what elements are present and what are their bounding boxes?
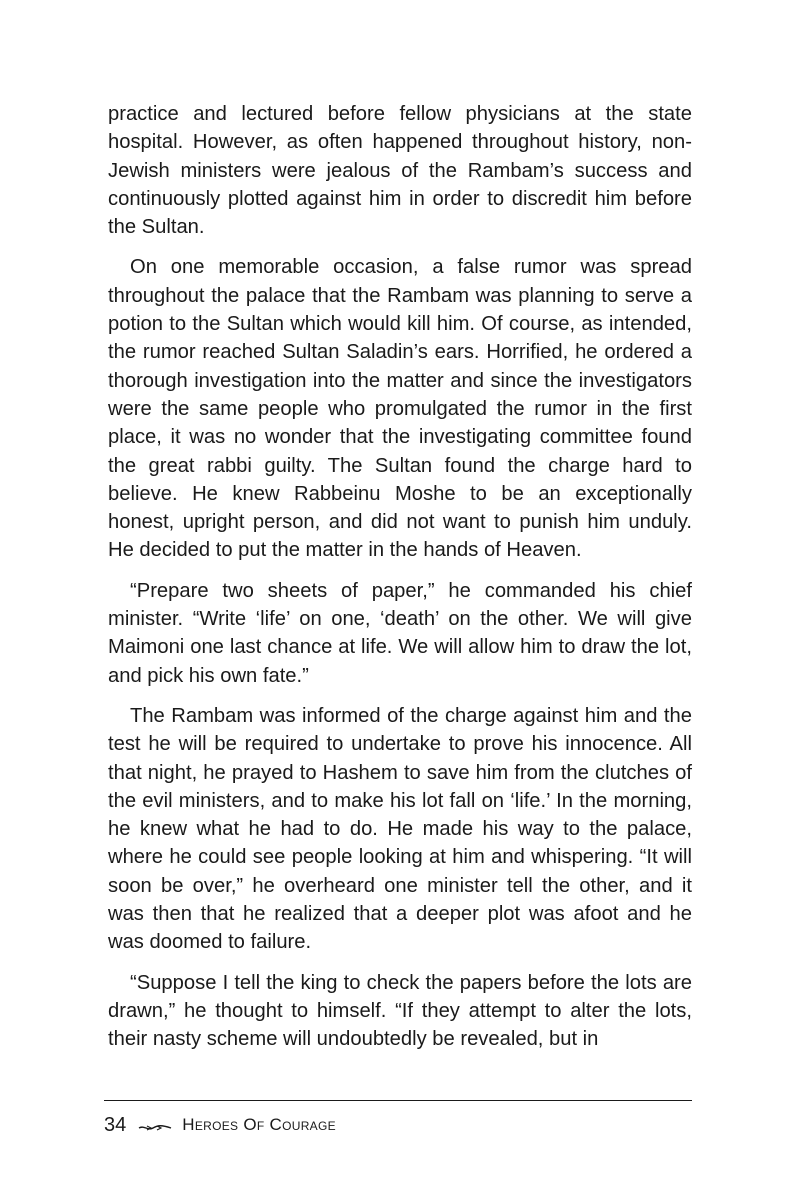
paragraph-4: The Rambam was informed of the charge against him and the test he will be required to undertake to prove his innocence. All that night, he prayed to Hashem to save him from the clutches of the evil ministers, and to make his lot fall on ‘life.’ In the morning, he knew what he had to do. He made his way to the palace, where he could see people looking at him and whispering. “It will soon be over,” he overheard one minister tell the other, and it was then that he realized that a deeper plot was afoot and he was doomed to failure. [108,704,692,954]
paragraph-5: “Suppose I tell the king to check the papers before the lots are drawn,” he thought to himself. “If they attempt to alter the lots, their nasty scheme will undoubtedly be revealed, but in [108,971,692,1051]
paragraph-2: On one memorable occasion, a false rumor was spread throughout the palace that the Rambam was planning to serve a potion to the Sultan which would kill him. Of course, as intended, the rumor reached Sultan Saladin’s ears. Horrified, he ordered a thorough investigation into the matter and since the investigators were the same people who promulgated the rumor in the first place, it was no wonder that the investigating committee found the great rabbi guilty. The Sultan found the charge hard to believe. He knew Rabbeinu Moshe to be an exceptionally honest, upright person, and did not want to punish him unduly. He decided to put the matter in the hands of Heaven. [108,256,692,562]
running-title: Heroes Of Courage [182,1115,336,1134]
flourish-ornament-icon [138,1120,172,1130]
paragraph-1: practice and lectured before fellow physicians at the state hospital. However, as often happened throughout history, non-Jewish ministers were jealous of the Rambam’s success and continuously plotted against him in order to discredit him before the Sultan. [108,103,692,239]
paragraph-3: “Prepare two sheets of paper,” he commanded his chief minister. “Write ‘life’ on one, ‘death’ on the other. We will give Maimoni one last chance at life. We will allow him to draw the lot, and pick his own fate.” [108,579,692,687]
footer-rule [104,1100,692,1101]
page-number: 34 [104,1113,127,1136]
body-text [108,100,692,1066]
page-footer [104,1110,336,1140]
